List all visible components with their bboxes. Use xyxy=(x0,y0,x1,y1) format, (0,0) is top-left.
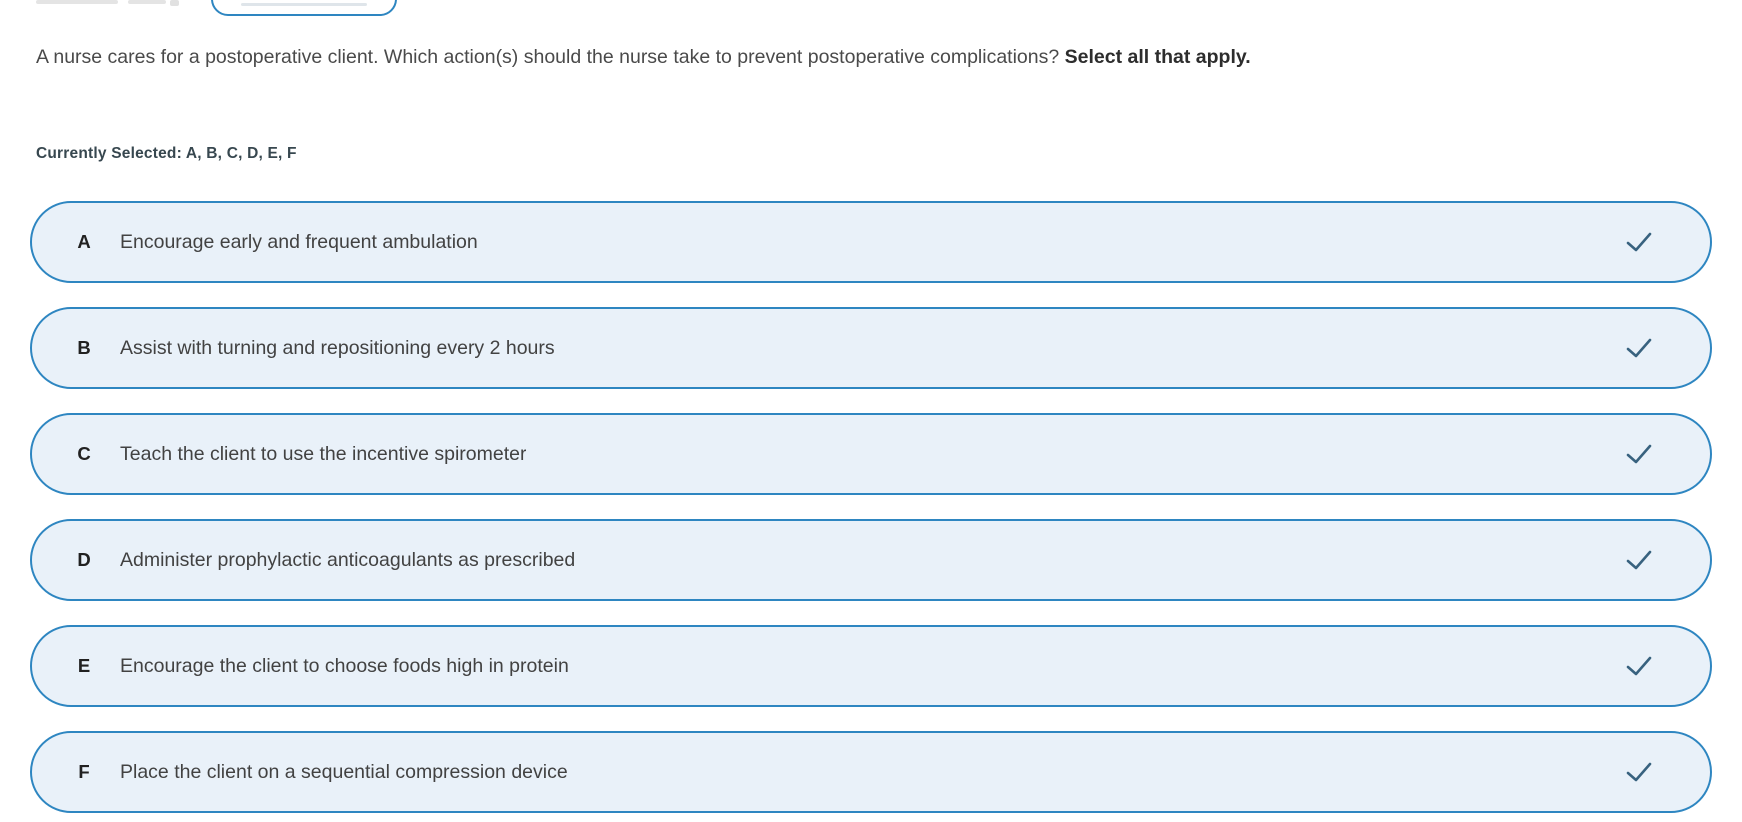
option-text: Place the client on a sequential compression device xyxy=(120,760,568,783)
options-list xyxy=(30,201,1712,813)
option-c[interactable] xyxy=(30,413,1712,495)
check-icon xyxy=(1626,656,1652,676)
option-letter: A xyxy=(77,231,91,252)
option-f[interactable] xyxy=(30,731,1712,813)
question-stem: A nurse cares for a postoperative client. Which action(s) should the nurse take to prevent postoperative complications? xyxy=(36,46,1060,68)
cropped-pill-button[interactable] xyxy=(211,0,397,16)
check-icon xyxy=(1626,232,1652,252)
selection-status xyxy=(36,145,297,163)
option-text: Encourage the client to choose foods high in protein xyxy=(120,654,569,677)
option-text: Encourage early and frequent ambulation xyxy=(120,230,478,253)
option-letter: B xyxy=(77,337,91,358)
option-letter: C xyxy=(77,443,91,464)
option-b[interactable] xyxy=(30,307,1712,389)
check-icon xyxy=(1626,762,1652,782)
cropped-text-remnant xyxy=(128,0,166,4)
check-icon xyxy=(1626,550,1652,570)
option-text: Assist with turning and repositioning every 2 hours xyxy=(120,336,555,359)
cropped-button-text-remnant xyxy=(241,3,367,6)
option-a[interactable] xyxy=(30,201,1712,283)
option-text: Administer prophylactic anticoagulants as prescribed xyxy=(120,548,576,571)
option-d[interactable] xyxy=(30,519,1712,601)
option-letter: D xyxy=(77,549,91,570)
cropped-text-remnant xyxy=(170,0,179,6)
check-icon xyxy=(1626,444,1652,464)
check-icon xyxy=(1626,338,1652,358)
selection-status-label: Currently Selected: xyxy=(36,145,182,162)
cropped-text-remnant xyxy=(36,0,118,4)
question-emphasis: Select all that apply. xyxy=(1064,46,1251,68)
option-text: Teach the client to use the incentive spirometer xyxy=(120,442,527,465)
option-letter: E xyxy=(77,655,91,676)
option-e[interactable] xyxy=(30,625,1712,707)
selection-status-value: A, B, C, D, E, F xyxy=(185,145,297,162)
question-text xyxy=(36,44,1636,71)
option-letter: F xyxy=(78,761,90,782)
